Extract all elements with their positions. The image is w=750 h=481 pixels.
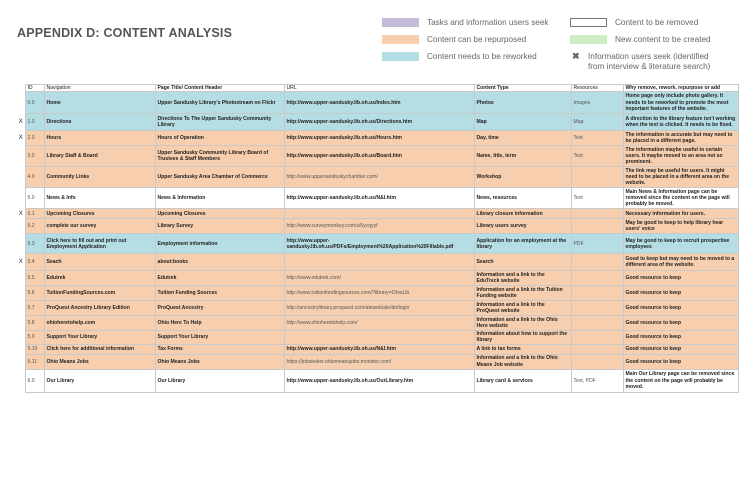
cell-resources: Map (571, 114, 623, 131)
legend-label: Content can be repurposed (427, 35, 527, 44)
cell-reason: Good resource to keep (623, 354, 738, 369)
row-mark (17, 146, 25, 167)
cell-navigation: Library Staff & Board (44, 146, 155, 167)
cell-url[interactable]: http://www.upper-sandusky.lib.oh.us/OurLibrary.htm (284, 369, 474, 392)
row-mark (17, 344, 25, 354)
cell-content-type: Information and a link to the Ohio Here website (474, 316, 571, 331)
row-mark (17, 331, 25, 344)
cell-id: 5.7 (25, 301, 44, 316)
table-row (17, 188, 738, 209)
cell-navigation: Edutrek (44, 271, 155, 286)
table-row (17, 167, 738, 188)
cell-resources (571, 301, 623, 316)
cell-reason: Necessary information for users. (623, 209, 738, 219)
cell-url[interactable]: http://www.upper-sandusky.lib.oh.us/PDFs/Employment%20Application%20Fillable.pdf (284, 234, 474, 254)
cell-navigation: Our Library (44, 369, 155, 392)
row-mark (17, 234, 25, 254)
cell-reason: Good resource to keep (623, 301, 738, 316)
cell-page-title: Support Your Library (155, 331, 284, 344)
legend-item-removed (570, 18, 698, 27)
cell-content-type: Information and a link to the ProQuest website (474, 301, 571, 316)
cell-navigation: News & Info (44, 188, 155, 209)
cell-url[interactable]: http://www.upper-sandusky.lib.oh.us/N&I.htm (284, 344, 474, 354)
table-row (17, 131, 738, 146)
table-row (17, 254, 738, 271)
row-mark: X (17, 114, 25, 131)
cell-page-title: Our Library (155, 369, 284, 392)
cell-navigation: Hours (44, 131, 155, 146)
cell-id: 6.0 (25, 369, 44, 392)
table-row (17, 331, 738, 344)
cell-page-title: about:books (155, 254, 284, 271)
table-row (17, 114, 738, 131)
cell-page-title: Library Survey (155, 219, 284, 234)
cell-content-type: Application for an employment at the library (474, 234, 571, 254)
cell-resources (571, 354, 623, 369)
page-title: APPENDIX D: CONTENT ANALYSIS (17, 26, 233, 40)
table-row (17, 219, 738, 234)
cell-reason: Good resource to keep (623, 286, 738, 301)
column-header: Why remove, rework, repurpose or add (623, 85, 738, 92)
cell-url[interactable]: http://www.surveymonkey.com/s/6ycqyyf (284, 219, 474, 234)
cell-navigation: Click here for additional information (44, 344, 155, 354)
cell-navigation: Community Links (44, 167, 155, 188)
cell-id: 0.0 (25, 92, 44, 114)
cell-reason: Good resource to keep (623, 316, 738, 331)
cell-content-type: Library closure information (474, 209, 571, 219)
cell-id: 5.6 (25, 286, 44, 301)
cell-navigation: complete our survey (44, 219, 155, 234)
table-row (17, 92, 738, 114)
cell-url[interactable]: http://ancestrylibrary.proquest.com/aleweb/ale/do/login (284, 301, 474, 316)
row-mark: X (17, 209, 25, 219)
cell-url[interactable]: http://www.upper-sandusky.lib.oh.us/Board.htm (284, 146, 474, 167)
cell-resources (571, 209, 623, 219)
cell-page-title: Upper Sandusky Community Library Board of Trustees & Staff Members (155, 146, 284, 167)
cell-url[interactable]: http://www.upper-sandusky.lib.oh.us/N&I.htm (284, 188, 474, 209)
cell-id: 5.3 (25, 234, 44, 254)
cell-url (284, 254, 474, 271)
table-row (17, 146, 738, 167)
cell-resources (571, 331, 623, 344)
legend-label: New content to be created (615, 35, 711, 44)
column-header: Resources (571, 85, 623, 92)
cell-page-title: Hours of Operation (155, 131, 284, 146)
content-analysis-table (17, 84, 739, 393)
row-mark (17, 316, 25, 331)
cell-id: 5.9 (25, 331, 44, 344)
cell-resources: Text (571, 188, 623, 209)
cell-navigation: Support Your Library (44, 331, 155, 344)
cell-page-title: Directions To The Upper Sandusky Community Library (155, 114, 284, 131)
legend-label: Tasks and information users seek (427, 18, 549, 27)
column-header: Navigation (44, 85, 155, 92)
cell-id: 5.11 (25, 354, 44, 369)
cell-page-title: News & Information (155, 188, 284, 209)
row-mark: X (17, 254, 25, 271)
table-row (17, 369, 738, 392)
column-header: Content Type (474, 85, 571, 92)
column-header: Page Title/ Content Header (155, 85, 284, 92)
row-mark (17, 219, 25, 234)
cell-page-title: ProQuest Ancestry (155, 301, 284, 316)
cell-id: 2.0 (25, 131, 44, 146)
legend-swatch-purple (382, 18, 419, 27)
cell-content-type: Information and a link to the EduTreck website (474, 271, 571, 286)
cell-resources (571, 316, 623, 331)
cell-reason: Main News & Information page can be removed since the content on the page will probably be moved. (623, 188, 738, 209)
cell-reason: Good resource to keep (623, 271, 738, 286)
cell-resources (571, 286, 623, 301)
cell-resources (571, 254, 623, 271)
cell-url[interactable]: http://www.uppersanduskychamber.com/ (284, 167, 474, 188)
row-mark (17, 354, 25, 369)
row-mark: X (17, 131, 25, 146)
cell-reason: A direction to the library feature isn't working when the text is clicked. It needs to be fixed. (623, 114, 738, 131)
x-mark-icon: ✖ (572, 51, 580, 61)
legend-item-repurposed (382, 35, 526, 44)
cell-navigation: Upcoming Closures (44, 209, 155, 219)
cell-page-title: Employment information (155, 234, 284, 254)
legend-label: Content needs to be reworked (427, 52, 537, 61)
table-header-row (17, 85, 738, 92)
cell-resources (571, 271, 623, 286)
row-mark (17, 369, 25, 392)
cell-url[interactable]: https://jobseeker.ohiomeansjobs.monster.com/ (284, 354, 474, 369)
row-mark (17, 167, 25, 188)
row-mark (17, 271, 25, 286)
cell-url[interactable]: http://www.ohioheretohelp.com/ (284, 316, 474, 331)
cell-id: 5.1 (25, 209, 44, 219)
table-row (17, 271, 738, 286)
cell-page-title: Ohio Means Jobs (155, 354, 284, 369)
cell-id: 5.4 (25, 254, 44, 271)
cell-reason: The link may be useful for users. It might need to be placed in a different area on the website. (623, 167, 738, 188)
cell-id: 3.0 (25, 146, 44, 167)
cell-url[interactable]: http://www.upper-sandusky.lib.oh.us/Hours.htm (284, 131, 474, 146)
table-body (17, 92, 738, 392)
table-row (17, 344, 738, 354)
cell-reason: The information is accurate but may need to be placed in a different page. (623, 131, 738, 146)
legend-swatch-blue (382, 52, 419, 61)
cell-resources: Text (571, 146, 623, 167)
legend-item-reworked (382, 52, 537, 61)
cell-url[interactable]: http://www.tuitionfundingsources.com/?library=OhioLib (284, 286, 474, 301)
cell-page-title: Upper Sandusky Library's Photostream on Flickr (155, 92, 284, 114)
legend-label: Information users seek (identified from interview & literature search) (588, 52, 711, 71)
cell-content-type: Workshop (474, 167, 571, 188)
cell-page-title: Ohio Here To Help (155, 316, 284, 331)
table-row (17, 286, 738, 301)
cell-content-type: A link to tax forms (474, 344, 571, 354)
cell-resources (571, 219, 623, 234)
cell-page-title: Tax Forms (155, 344, 284, 354)
cell-id: 1.0 (25, 114, 44, 131)
mark-header (17, 85, 25, 92)
cell-content-type: Name, title, term (474, 146, 571, 167)
cell-navigation: ohioheretohelp.com (44, 316, 155, 331)
cell-resources: Images (571, 92, 623, 114)
table-row (17, 301, 738, 316)
cell-content-type: Day, time (474, 131, 571, 146)
cell-page-title: Edutrek (155, 271, 284, 286)
legend-item-new (570, 35, 711, 44)
legend-item-tasks (382, 18, 549, 27)
cell-page-title: Upcoming Closures (155, 209, 284, 219)
table-row (17, 316, 738, 331)
cell-resources: PDF (571, 234, 623, 254)
cell-reason: May be good to keep to recruit prospective employees (623, 234, 738, 254)
cell-content-type: Information and a link to the Tuition Funding website (474, 286, 571, 301)
cell-page-title: Tuition Funding Sources (155, 286, 284, 301)
cell-content-type: Library card & services (474, 369, 571, 392)
cell-content-type: News, resources (474, 188, 571, 209)
table-row (17, 209, 738, 219)
cell-navigation: Home (44, 92, 155, 114)
legend-swatch-orange (382, 35, 419, 44)
cell-url[interactable]: http://www.upper-sandusky.lib.oh.us/Index.htm (284, 92, 474, 114)
table-row (17, 354, 738, 369)
row-mark (17, 92, 25, 114)
cell-id: 4.0 (25, 167, 44, 188)
cell-reason: May be good to keep to help library hear users' voice (623, 219, 738, 234)
cell-content-type: Information and a link to the Ohio Means Job website (474, 354, 571, 369)
legend-swatch-green (570, 35, 607, 44)
cell-navigation: Click here to fill out and print out Employment Application (44, 234, 155, 254)
cell-content-type: Search (474, 254, 571, 271)
cell-resources: Text, PDF (571, 369, 623, 392)
cell-navigation: ProQuest Ancestry Library Edition (44, 301, 155, 316)
legend-item-seek (572, 52, 710, 72)
table-row (17, 234, 738, 254)
cell-url (284, 331, 474, 344)
cell-url (284, 209, 474, 219)
cell-resources (571, 344, 623, 354)
cell-url[interactable]: http://www.edutrek.com/ (284, 271, 474, 286)
cell-url[interactable]: http://www.upper-sandusky.lib.oh.us/Directions.htm (284, 114, 474, 131)
cell-resources: Text (571, 131, 623, 146)
cell-id: 5.2 (25, 219, 44, 234)
row-mark (17, 301, 25, 316)
cell-reason: Good resource to keep (623, 331, 738, 344)
cell-id: 5.10 (25, 344, 44, 354)
cell-resources (571, 167, 623, 188)
cell-id: 5.5 (25, 271, 44, 286)
cell-page-title: Upper Sandusky Area Chamber of Commerce (155, 167, 284, 188)
cell-reason: Good to keep but may need to be moved to a different area of the website. (623, 254, 738, 271)
row-mark (17, 188, 25, 209)
cell-id: 5.0 (25, 188, 44, 209)
cell-reason: Good resource to keep (623, 344, 738, 354)
cell-navigation: Directions (44, 114, 155, 131)
legend-swatch-white (570, 18, 607, 27)
cell-reason: Home page only include photo gallery. It needs to be reworked to promote the most important features of the website. (623, 92, 738, 114)
cell-id: 5.8 (25, 316, 44, 331)
cell-content-type: Photos (474, 92, 571, 114)
column-header: ID (25, 85, 44, 92)
cell-content-type: Library users survey (474, 219, 571, 234)
column-header: URL (284, 85, 474, 92)
cell-reason: The information maybe useful to certain users. It maybe moved to an area not so prominent. (623, 146, 738, 167)
cell-navigation: Ohio Means Jobs (44, 354, 155, 369)
legend-label: Content to be removed (615, 18, 699, 27)
cell-navigation: Seach (44, 254, 155, 271)
cell-reason: Main Our Library page can be removed since the content on the page will probably be moved. (623, 369, 738, 392)
cell-navigation: TuitionFundingSources.com (44, 286, 155, 301)
cell-content-type: Map (474, 114, 571, 131)
cell-content-type: Information about how to support the library (474, 331, 571, 344)
row-mark (17, 286, 25, 301)
